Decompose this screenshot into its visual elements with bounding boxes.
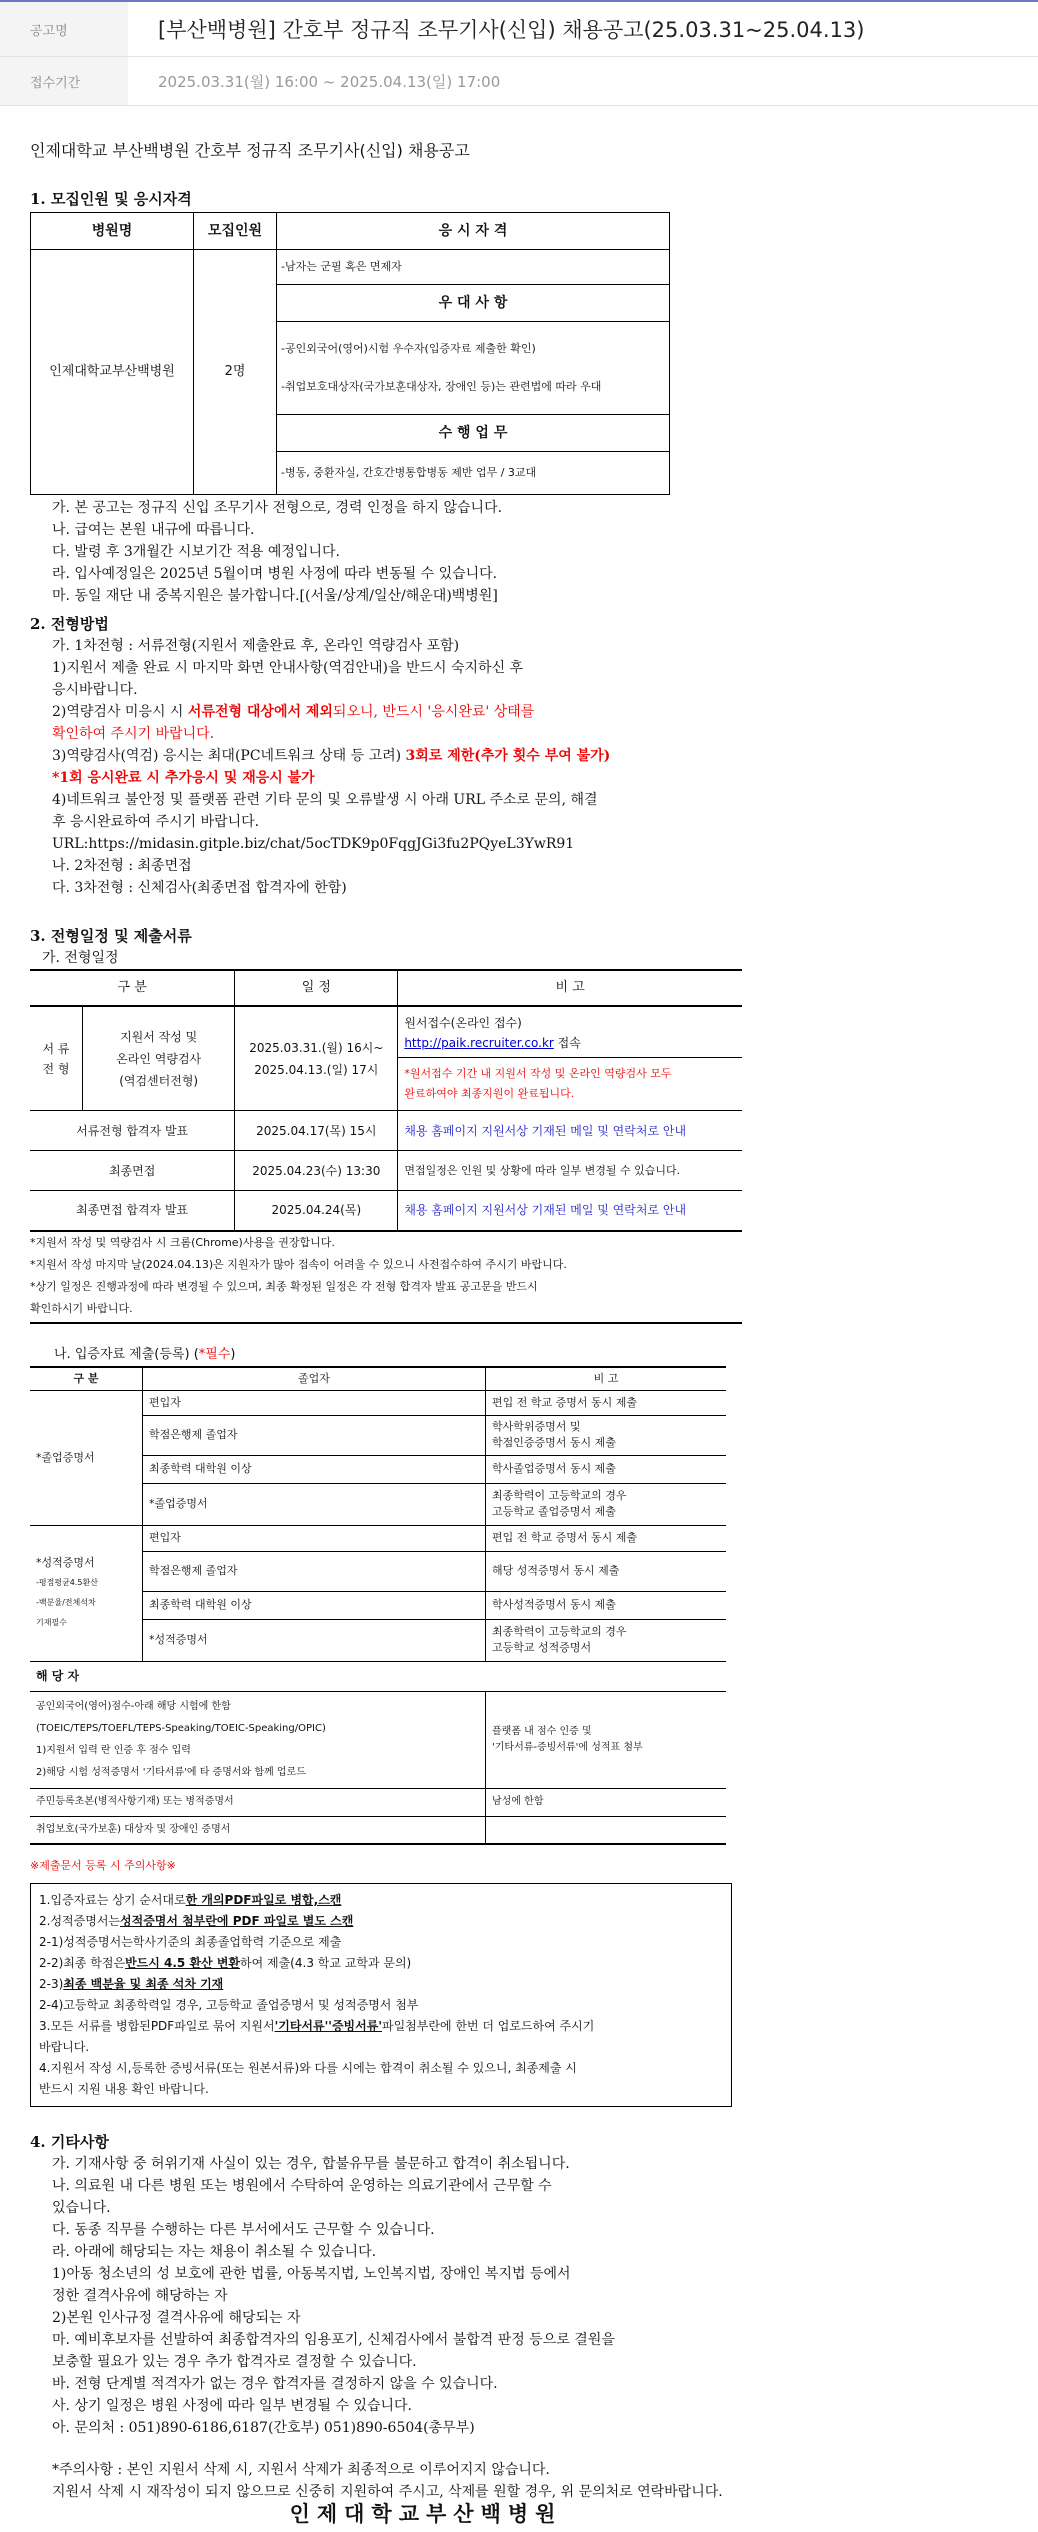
stage-1-note-4: 4)네트워크 불안정 및 플랫폼 관련 기타 문의 및 오류발생 시 아래 URL 주소로 문의, 해결 xyxy=(52,792,598,808)
doc-note: 해당 성적증명서 동시 제출 xyxy=(486,1551,727,1591)
recruit-site-line xyxy=(404,1033,736,1053)
upload-instructions xyxy=(30,1883,732,2107)
instruction-line: 2-4)고등학교 최종학력일 경우, 고등학교 졸업증명서 및 성적증명서 첨부 xyxy=(39,1998,419,2012)
stage-2: 나. 2차전형 : 최종면접 xyxy=(52,858,192,874)
preference-header: 우 대 사 항 xyxy=(277,285,670,322)
warning-text: 서류전형 대상에서 제외 xyxy=(187,704,333,720)
instruction-line xyxy=(39,2016,723,2037)
doc-stage-label: 서 류 전 형 xyxy=(30,1006,83,1111)
doc-note: 학사졸업증명서 동시 제출 xyxy=(486,1455,727,1483)
emphasis: 반드시 4.5 환산 변환 xyxy=(125,1956,240,1970)
documents-subheading xyxy=(30,1344,1038,1366)
header-title-row xyxy=(0,2,1038,57)
misc-line: 아. 문의처 : 051)890-6186,6187(간호부) 051)890-6504(총무부) xyxy=(52,2420,475,2436)
note-line: 다. 발령 후 3개월간 시보기간 적용 예정입니다. xyxy=(52,544,340,560)
instruction-line: 2-1)성적증명서는학사기준의 최종졸업학력 기준으로 제출 xyxy=(39,1935,342,1949)
text: 나. 입증자료 제출(등록) ( xyxy=(54,1346,199,1362)
language-score-note: 플랫폼 내 점수 인증 및 '기타서류-증빙서류'에 성적표 첨부 xyxy=(486,1691,727,1788)
transcript-label: *성적증명서 xyxy=(36,1556,95,1569)
stage-1-note-4b: 후 응시완료하여 주시기 바랍니다. xyxy=(52,814,260,830)
misc-line: 사. 상기 일정은 병원 사정에 따라 일부 변경될 수 있습니다. xyxy=(52,2398,413,2414)
doc-result-date: 2025.04.17(목) 15시 xyxy=(235,1111,398,1151)
note-line: *상기 일정은 진행과정에 따라 변경될 수 있으며, 최종 확정된 일정은 각 전형 합격자 발표 공고문을 반드시 xyxy=(30,1279,538,1293)
text: 2-3) xyxy=(39,1977,64,1991)
doc-case: *성적증명서 xyxy=(143,1619,486,1661)
note-line: *지원서 작성 및 역량검사 시 크롬(Chrome)사용을 권장합니다. xyxy=(30,1235,335,1249)
instruction-line: 반드시 지원 내용 확인 바랍니다. xyxy=(39,2082,209,2096)
doc-case: 최종학력 대학원 이상 xyxy=(143,1591,486,1619)
section-4-heading: 4. 기타사항 xyxy=(30,2133,109,2151)
qualification: -남자는 군필 혹은 면제자 xyxy=(277,250,670,285)
section-4-body xyxy=(30,2153,1038,2503)
doc-stage-note-2: *원서접수 기간 내 지원서 작성 및 온라인 역량검사 모두 완료하여야 최종지원이 완료됩니다. xyxy=(398,1058,742,1111)
language-line: 1)지원서 입력 란 인증 후 점수 입력 xyxy=(36,1744,191,1756)
interview-note: 면접일정은 인원 및 상황에 따라 일부 변경될 수 있습니다. xyxy=(398,1151,742,1191)
col-note: 비 고 xyxy=(398,970,742,1006)
final-result-label: 최종면접 합격자 발표 xyxy=(30,1191,235,1231)
warning-text: 확인하여 주시기 바랍니다. xyxy=(52,726,215,742)
instruction-line: 바랍니다. xyxy=(39,2040,90,2054)
text: ) xyxy=(230,1346,236,1362)
schedule-table xyxy=(30,969,742,1232)
language-line: 공인외국어(영어)점수-아래 해당 시험에 한함 xyxy=(36,1700,231,1712)
doc-note: 최종학력이 고등학교의 경우 고등학교 졸업증명서 제출 xyxy=(486,1483,727,1525)
col-type: 구 분 xyxy=(30,1367,143,1391)
note-line: 마. 동일 재단 내 중복지원은 불가합니다.[(서울/상계/일산/해운대)백병원] xyxy=(52,588,498,604)
note-line: 나. 급여는 본원 내규에 따릅니다. xyxy=(52,522,255,538)
col-date: 일 정 xyxy=(235,970,398,1006)
posting-period: 2025.03.31(월) 16:00 ~ 2025.04.13(일) 17:00 xyxy=(158,72,501,91)
required-mark: *필수 xyxy=(198,1346,231,1362)
preference-item: -공인외국어(영어)시험 우수자(입증자료 제출한 확인) xyxy=(281,342,536,355)
misc-line: 2)본원 인사규정 결격사유에 해당되는 자 xyxy=(52,2310,301,2326)
misc-line: 나. 의료원 내 다른 병원 또는 병원에서 수탁하여 운영하는 의료기관에서 근무할 수 xyxy=(52,2178,552,2194)
misc-line: 바. 전형 단계별 적격자가 없는 경우 합격자를 결정하지 않을 수 있습니다. xyxy=(52,2376,498,2392)
warning-text: 되오니, 반드시 '응시완료' 상태를 xyxy=(332,704,535,720)
preference-list xyxy=(277,322,670,415)
doc-stage-desc: 지원서 작성 및 온라인 역량검사 (역검센터전형) xyxy=(83,1006,235,1111)
text: 3.모든 서류를 병합된PDF파일로 묶어 지원서 xyxy=(39,2019,275,2033)
recruit-site-link[interactable]: http://paik.recruiter.co.kr xyxy=(404,1036,554,1050)
schedule-subheading: 가. 전형일정 xyxy=(42,950,119,966)
misc-line: 라. 아래에 해당되는 자는 채용이 취소될 수 있습니다. xyxy=(52,2244,377,2260)
doc-case: 최종학력 대학원 이상 xyxy=(143,1455,486,1483)
residence-note: 남성에 한함 xyxy=(486,1788,727,1816)
emphasis: 한 개의PDF파일로 병합,스캔 xyxy=(185,1893,342,1907)
text: 2)역량검사 미응시 시 xyxy=(52,704,188,720)
misc-line: 있습니다. xyxy=(52,2200,111,2216)
hospital-signature: 인제대학교부산백병원 xyxy=(289,2502,563,2526)
doc-stage-note-1 xyxy=(398,1006,742,1058)
hospital-name: 인제대학교부산백병원 xyxy=(31,250,194,495)
language-line: 2)해당 시험 성적증명서 '기타서류'에 타 증명서와 함께 업로드 xyxy=(36,1766,306,1778)
stage-1-note: 응시바랍니다. xyxy=(52,682,138,698)
misc-line: 정한 결격사유에 해당하는 자 xyxy=(52,2288,228,2304)
col-qualification: 응 시 자 격 xyxy=(277,213,670,250)
period-label: 접수기간 xyxy=(0,57,128,105)
eligibility-table xyxy=(30,212,670,495)
note-line: 가. 본 공고는 정규직 신입 조무기사 전형으로, 경력 인정을 하지 않습니다. xyxy=(52,500,503,516)
interview-date: 2025.04.23(수) 13:30 xyxy=(235,1151,398,1191)
stage-3: 다. 3차전형 : 신체검사(최종면접 합격자에 한함) xyxy=(52,880,347,896)
doc-case: 편입자 xyxy=(143,1525,486,1551)
stage-1-note: 1)지원서 제출 완료 시 마지막 화면 안내사항(역검안내)을 반드시 숙지하신 후 xyxy=(52,660,524,676)
doc-note: 최종학력이 고등학교의 경우 고등학교 성적증명서 xyxy=(486,1619,727,1661)
section-1-heading: 1. 모집인원 및 응시자격 xyxy=(30,190,192,208)
schedule-notes xyxy=(30,1232,742,1324)
note-text: 원서접수(온라인 접수) xyxy=(404,1016,522,1030)
document-title: 인제대학교 부산백병원 간호부 정규직 조무기사(신입) 채용공고 xyxy=(30,141,470,160)
doc-stage-date: 2025.03.31.(월) 16시~ 2025.04.13.(일) 17시 xyxy=(235,1006,398,1111)
support-url[interactable]: URL:https://midasin.gitple.biz/chat/5ocTDK9p0FqgJGi3fu2PQyeL3YwR91 xyxy=(52,836,575,852)
doc-note: 편입 전 학교 증명서 동시 제출 xyxy=(486,1390,727,1415)
note-line: 라. 입사예정일은 2025년 5월이며 병원 사정에 따라 변동될 수 있습니다. xyxy=(52,566,498,582)
protection-note xyxy=(486,1816,727,1844)
section-1-notes xyxy=(30,497,1038,607)
warning-text: *1회 응시완료 시 추가응시 및 재응시 불가 xyxy=(52,770,315,786)
preference-item: -취업보호대상자(국가보훈대상자, 장애인 등)는 관련법에 따라 우대 xyxy=(281,380,602,393)
emphasis: 최종 백분율 및 최종 석차 기재 xyxy=(63,1977,224,1991)
text: 접속 xyxy=(553,1036,581,1050)
instruction-line xyxy=(39,1890,723,1911)
recruit-count: 2명 xyxy=(194,250,277,495)
interview-label: 최종면접 xyxy=(30,1151,235,1191)
misc-line: 마. 예비후보자를 선발하여 최종합격자의 임용포기, 신체검사에서 불합격 판정 등으로 결원을 xyxy=(52,2332,615,2348)
header-period-row xyxy=(0,57,1038,106)
transcript-label-cell xyxy=(30,1525,143,1661)
note-line: 확인하시기 바랍니다. xyxy=(30,1301,133,1315)
transcript-sub: -평점평균4.5환산 xyxy=(36,1578,98,1587)
doc-case: 학점은행제 졸업자 xyxy=(143,1551,486,1591)
note-line: *지원서 작성 마지막 날(2024.04.13)은 지원자가 많아 접속이 어려울 수 있으니 사전접수하여 주시기 바랍니다. xyxy=(30,1257,567,1271)
notice-line: *주의사항 : 본인 지원서 삭제 시, 지원서 삭제가 최종적으로 이루어지지 않습니다. xyxy=(52,2462,550,2478)
section-2-body xyxy=(30,635,1038,899)
stage-1-note-2 xyxy=(52,701,1038,723)
upload-warning: ※제출문서 등록 시 주의사항※ xyxy=(30,1859,176,1872)
text: 2.성적증명서는 xyxy=(39,1914,121,1928)
section-3-heading: 3. 전형일정 및 제출서류 xyxy=(30,927,192,945)
documents-table xyxy=(30,1366,726,1846)
misc-line: 다. 동종 직무를 수행하는 다른 부서에서도 근무할 수 있습니다. xyxy=(52,2222,435,2238)
instruction-line xyxy=(39,1953,723,1974)
doc-result-note: 채용 홈페이지 지원서상 기재된 메일 및 연락처로 안내 xyxy=(398,1111,742,1151)
stage-1-note-3 xyxy=(52,745,1038,767)
warning-text: 3회로 제한(추가 횟수 부여 불가) xyxy=(405,748,611,764)
stage-1: 가. 1차전형 : 서류전형(지원서 제출완료 후, 온라인 역량검사 포함) xyxy=(52,638,460,654)
duty-header: 수 행 업 무 xyxy=(277,415,670,452)
title-label: 공고명 xyxy=(0,2,128,56)
doc-note: 학사학위증명서 및 학점인증증명서 동시 제출 xyxy=(486,1415,727,1455)
notice-line: 지원서 삭제 시 재작성이 되지 않으므로 신중히 지원하여 주시고, 삭제를 원할 경우, 위 문의처로 연락바랍니다. xyxy=(52,2484,723,2500)
misc-line: 가. 기재사항 중 허위기재 사실이 있는 경우, 합불유무를 불문하고 합격이 취소됩니다. xyxy=(52,2156,570,2172)
protection-cert: 취업보호(국가보훈) 대상자 및 장애인 증명서 xyxy=(30,1816,486,1844)
instruction-line: 4.지원서 작성 시,등록한 증빙서류(또는 원본서류)와 다를 시에는 합격이 취소될 수 있으니, 최종제출 시 xyxy=(39,2061,577,2075)
col-graduate: 졸업자 xyxy=(143,1367,486,1391)
col-note: 비 고 xyxy=(486,1367,727,1391)
duty-text: -병동, 중환자실, 간호간병통합병동 제반 업무 / 3교대 xyxy=(277,452,670,495)
applicable-header: 해 당 자 xyxy=(30,1661,726,1691)
text: 하여 제출(4.3 학교 교학과 문의) xyxy=(240,1956,412,1970)
transcript-sub: 기재필수 xyxy=(36,1618,67,1627)
col-count: 모집인원 xyxy=(194,213,277,250)
residence-cert: 주민등록초본(병적사항기재) 또는 병적증명서 xyxy=(30,1788,486,1816)
final-result-note: 채용 홈페이지 지원서상 기재된 메일 및 연락처로 안내 xyxy=(398,1191,742,1231)
doc-result-label: 서류전형 합격자 발표 xyxy=(30,1111,235,1151)
language-score-cell xyxy=(30,1691,486,1788)
posting-body xyxy=(0,140,1038,2525)
text: 파일첨부란에 한번 더 업로드하여 주시기 xyxy=(382,2019,595,2033)
misc-line: 보충할 필요가 있는 경우 추가 합격자로 결정할 수 있습니다. xyxy=(52,2354,417,2370)
instruction-line xyxy=(39,1911,723,1932)
col-hospital: 병원명 xyxy=(31,213,194,250)
doc-case: 편입자 xyxy=(143,1390,486,1415)
text: 3)역량검사(역검) 응시는 최대(PC네트워크 상태 등 고려) xyxy=(52,748,406,764)
language-line: (TOEIC/TEPS/TOEFL/TEPS-Speaking/TOEIC-Speaking/OPIC) xyxy=(36,1722,326,1734)
doc-case: 학점은행제 졸업자 xyxy=(143,1415,486,1455)
text: 1.입증자료는 상기 순서대로 xyxy=(39,1893,186,1907)
instruction-line xyxy=(39,1974,723,1995)
final-result-date: 2025.04.24(목) xyxy=(235,1191,398,1231)
transcript-sub: -백분율/전체석차 xyxy=(36,1598,96,1607)
misc-line: 1)아동 청소년의 성 보호에 관한 법률, 아동복지법, 노인복지법, 장애인 복지법 등에서 xyxy=(52,2266,571,2282)
emphasis: 성적증명서 첨부란에 PDF 파일로 별도 스캔 xyxy=(120,1914,354,1928)
col-type: 구 분 xyxy=(30,970,235,1006)
doc-note: 학사성적증명서 동시 제출 xyxy=(486,1591,727,1619)
doc-case: *졸업증명서 xyxy=(143,1483,486,1525)
doc-note: 편입 전 학교 증명서 동시 제출 xyxy=(486,1525,727,1551)
posting-title: [부산백병원] 간호부 정규직 조무기사(신입) 채용공고(25.03.31~25.04.13) xyxy=(158,18,865,42)
section-2-heading: 2. 전형방법 xyxy=(30,615,109,633)
text: 2-2)최종 학점은 xyxy=(39,1956,126,1970)
emphasis: '기타서류''증빙서류' xyxy=(274,2019,382,2033)
graduation-cert-label: *졸업증명서 xyxy=(30,1390,143,1525)
